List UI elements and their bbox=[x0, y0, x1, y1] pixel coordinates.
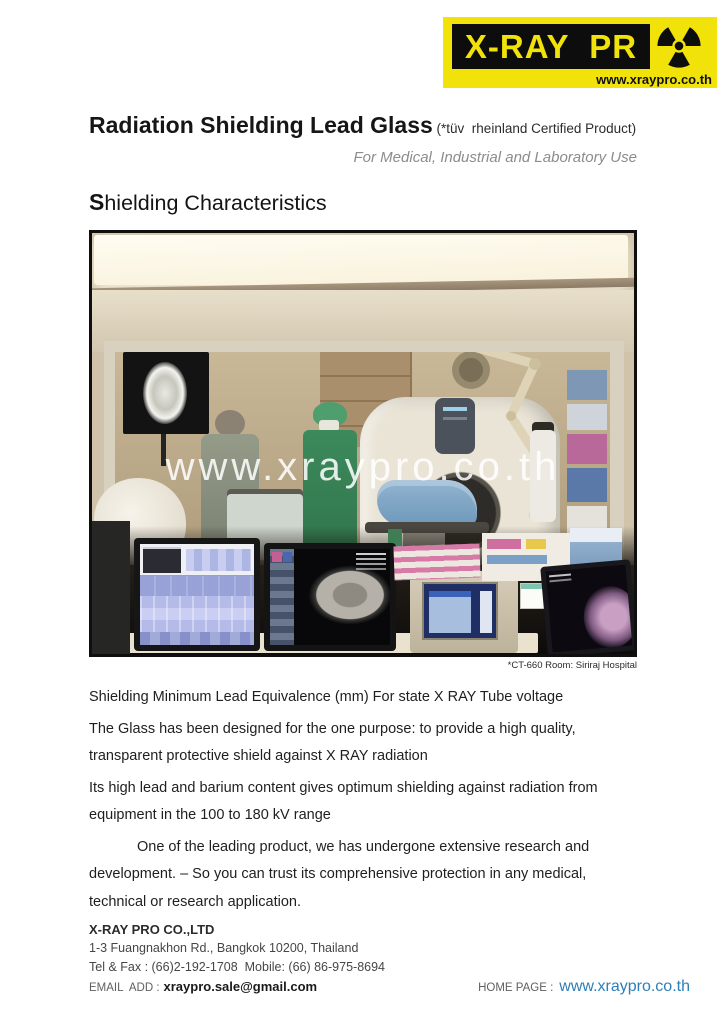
section-heading bbox=[89, 189, 327, 216]
ct-room-photo bbox=[89, 230, 637, 657]
logo-website-text: www.xraypro.co.th bbox=[596, 72, 712, 87]
section-heading-initial: S bbox=[89, 189, 105, 215]
logo-brand-text: X-RAY PR bbox=[464, 27, 638, 65]
footer-company-block bbox=[89, 920, 649, 976]
scout-image-thumbnail bbox=[143, 547, 181, 573]
brain-scan-monitor bbox=[123, 352, 209, 434]
email-label: EMAIL ADD : bbox=[89, 982, 160, 994]
title-text: Radiation Shielding Lead Glass bbox=[89, 112, 433, 138]
mri-image bbox=[581, 584, 632, 650]
paragraph-lead-barium: Its high lead and barium content gives optimum shielding against radiation from equipment in the 100 to 180 kV range bbox=[89, 779, 598, 823]
control-monitor-left bbox=[134, 538, 260, 651]
crt-screen bbox=[422, 582, 498, 640]
crt-monitor bbox=[410, 571, 518, 653]
shelf-box-blue bbox=[567, 370, 607, 400]
radiation-trefoil-icon bbox=[655, 22, 703, 70]
homepage-label: HOME PAGE : bbox=[478, 982, 554, 994]
paragraph-lead-equivalence: Shielding Minimum Lead Equivalence (mm) For state X RAY Tube voltage bbox=[89, 689, 564, 705]
email-address: xraypro.sale@gmail.com bbox=[163, 979, 318, 994]
mri-monitor-right bbox=[540, 559, 637, 657]
dicom-overlay-text bbox=[356, 553, 386, 555]
company-phone: Tel & Fax : (66)2-192-1708 Mobile: (66) 86-975-8694 bbox=[89, 959, 385, 974]
xraypro-logo bbox=[443, 17, 717, 88]
homepage-group bbox=[478, 978, 690, 996]
paragraph-leading-product: One of the leading product, we has undergone extensive research and development. – So you can trust its comprehensive protection in any medical, technical or research application. bbox=[89, 838, 590, 910]
mri-screen bbox=[546, 565, 633, 653]
title-certification-note: (*tüv rheinland Certified Product) bbox=[432, 121, 637, 136]
footer-contact-row bbox=[89, 978, 690, 996]
logo-black-box bbox=[452, 24, 650, 69]
ct-image-screen bbox=[270, 549, 390, 645]
control-software-screen bbox=[140, 544, 254, 645]
section-heading-rest: hielding Characteristics bbox=[104, 191, 327, 215]
brain-ct-image bbox=[143, 362, 187, 424]
photo-watermark: www.xraypro.co.th bbox=[165, 445, 561, 489]
body-text bbox=[89, 684, 641, 920]
company-name: X-RAY PRO CO.,LTD bbox=[89, 922, 215, 937]
ceiling-light-strip bbox=[94, 235, 628, 285]
email-group bbox=[89, 978, 317, 996]
photo-caption: *CT-660 Room: Siriraj Hospital bbox=[507, 660, 637, 671]
homepage-link[interactable]: www.xraypro.co.th bbox=[559, 978, 690, 995]
shelf-box-white bbox=[567, 404, 607, 430]
shelf-box-navy bbox=[567, 468, 607, 502]
observer-person-head bbox=[215, 410, 245, 437]
supply-box-striped bbox=[393, 544, 480, 581]
left-equipment-tower bbox=[92, 521, 130, 654]
shelf-box-pink bbox=[567, 434, 607, 464]
page-title bbox=[89, 112, 649, 139]
abdomen-ct-slice bbox=[308, 565, 390, 625]
paragraph-glass-purpose: The Glass has been designed for the one purpose: to provide a high quality, transparent protective shield against X RAY radiation bbox=[89, 720, 576, 764]
ct-image-monitor bbox=[264, 543, 396, 651]
subtitle: For Medical, Industrial and Laboratory Use bbox=[353, 149, 637, 166]
company-address: 1-3 Fuangnakhon Rd., Bangkok 10200, Thailand bbox=[89, 941, 359, 955]
